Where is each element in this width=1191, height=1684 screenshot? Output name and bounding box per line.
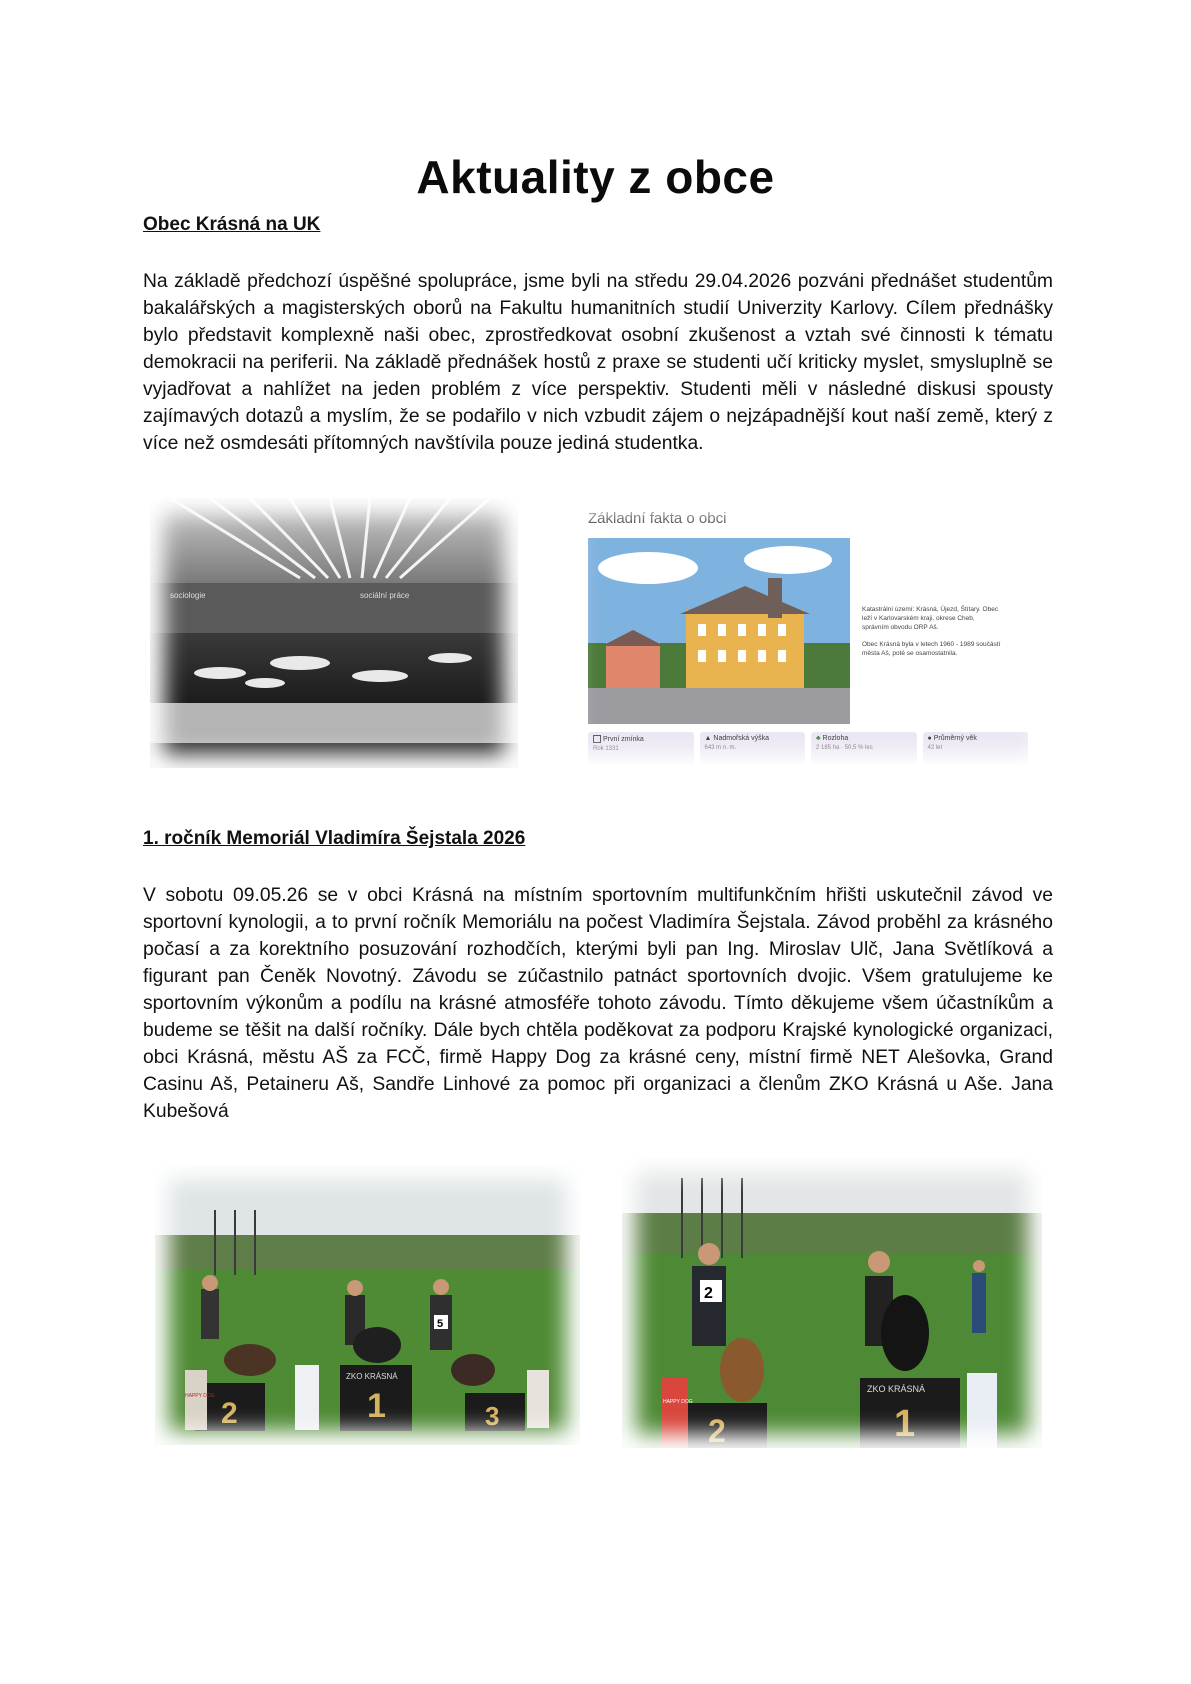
- fact-label: Rozloha: [822, 735, 849, 742]
- bib-number: 2: [704, 1285, 713, 1302]
- bag-label: HAPPY DOG: [185, 1393, 215, 1399]
- podium-label: ZKO KRÁSNÁ: [346, 1372, 398, 1381]
- fact-label: První zmínka: [602, 735, 644, 743]
- hall-sign-sociologie: sociologie: [170, 591, 206, 600]
- dog-podium-photo-left: [155, 1165, 580, 1445]
- fact-value: Rok 1331: [593, 746, 619, 752]
- place-number: 1: [367, 1387, 386, 1425]
- fact-value: 42 let: [927, 745, 943, 751]
- article-heading: Obec Krásná na UK: [143, 214, 321, 235]
- mountain-icon: ▲: [704, 735, 712, 742]
- slide-text-1: Katastrální území: Krásná, Újezd, Štítary. Obec leží v Karlovarském kraji, okrese Cheb, správním obvodu ORP Aš.: [862, 606, 999, 631]
- podium-illustration-right: [622, 1158, 1042, 1448]
- page-title: Aktuality z obce: [416, 151, 775, 203]
- fact-value: 643 m n. m.: [704, 745, 737, 751]
- place-number: 2: [221, 1397, 238, 1430]
- fact-label: Průměrný věk: [933, 735, 977, 742]
- dog-podium-photo-right: [622, 1158, 1042, 1448]
- article-body: V sobotu 09.05.26 se v obci Krásná na místním sportovním multifunkčním hřišti uskutečnil závod ve sportovní kynologii, a to první ročník Memoriálu na počest Vladimíra Šejstala. Závod proběhl za krásného počasí a za korektního posuzování rozhodčích, kterými byli pan Ing. Miroslav Ulč, Jana Světlíková a figurant pan Čeněk Novotný. Závodu se zúčastnilo patnáct sportovních dvojic. Všem gratulujeme ke sportovním výkonům a podílu na krásné atmosféře tohoto závodu. Tímto děkujeme všem účastníkům a budeme se těšit na další ročníky. Dále bych chtěla poděkovat za podporu Krajské kynologické organizaci, obci Krásná, městu AŠ za FCČ, firmě Happy Dog za krásné ceny, místní firmě NET Alešovka, Grand Casinu Aš, Petaineru Aš, Sandře Linhové za pomoc při organizaci a členům ZKO Krásná u Aše. Jana Kubešová: [143, 885, 1053, 1122]
- fact-value: 2 185 ha · 50,5 % les: [816, 745, 873, 751]
- slide-text-2: Obec Krásná byla v letech 1960 - 1989 součástí města Aš, poté se osamostatnila.: [862, 641, 1001, 657]
- hall-sign-socialni-prace: sociální práce: [360, 591, 410, 600]
- calendar-icon: [593, 735, 601, 743]
- fact-card-average-age: [923, 732, 1029, 764]
- article-body: Na základě předchozí úspěšné spolupráce, jsme byli na středu 29.04.2026 pozváni přednášet studentům bakalářských a magisterských oborů na Fakultu humanitních studií Univerzity Karlovy. Cílem přednášky bylo představit komplexně naši obec, zprostředkovat osobní zkušenost a vztah své činnosti k tématu demokracii na periferii. Na základě přednášek hostů z praxe se studenti učí kriticky myslet, smysluplně se vyjadřovat a nahlížet na jeden problém z více perspektiv. Studenti měli v následné diskusi spousty zajímavých dotazů a myslím, že se podařilo v nich vzbudit zájem o nejzápadnější kout naší země, který z více než osmdesáti přítomných navštívila pouze jediná studentka.: [143, 271, 1053, 454]
- fact-card-area: [811, 732, 917, 764]
- place-number: 2: [708, 1413, 726, 1448]
- fact-card-first-mention: [588, 732, 694, 764]
- place-number: 1: [894, 1403, 916, 1445]
- place-number: 3: [485, 1401, 500, 1431]
- person-icon: ●: [927, 735, 932, 742]
- tree-icon: ♣: [816, 735, 821, 742]
- bag-label: HAPPY DOG: [663, 1399, 693, 1405]
- fact-card-altitude: [700, 732, 806, 764]
- municipality-facts-slide: [560, 500, 1050, 768]
- facts-row: [588, 732, 1028, 764]
- article-heading: 1. ročník Memoriál Vladimíra Šejstala 2026: [143, 828, 526, 849]
- bib-number: 5: [437, 1318, 444, 1330]
- slide-title: Základní fakta o obci: [588, 510, 727, 527]
- castle-photo: [588, 538, 850, 724]
- fact-label: Nadmořská výška: [713, 735, 770, 742]
- podium-label: ZKO KRÁSNÁ: [867, 1384, 926, 1394]
- lecture-hall-photo: [150, 498, 518, 768]
- podium-illustration-left: [155, 1165, 580, 1445]
- lecture-hall-illustration: [150, 498, 518, 768]
